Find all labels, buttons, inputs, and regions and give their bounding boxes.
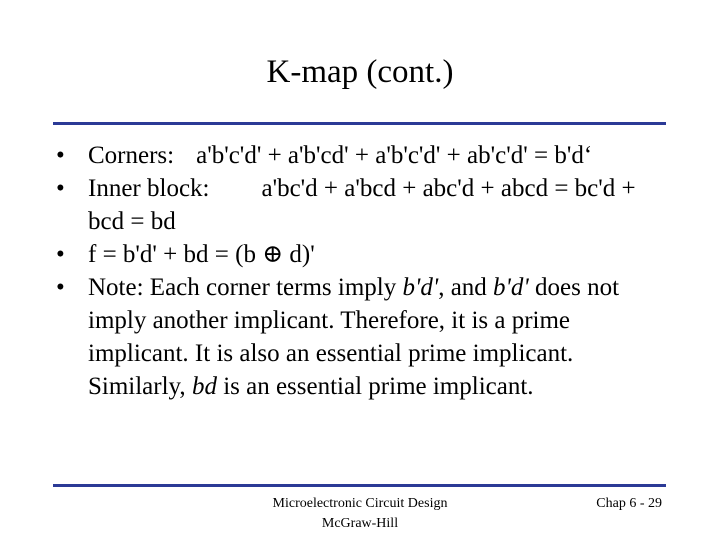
bullet-inner-label: Inner block: xyxy=(88,175,210,202)
bullet-corners-text: a'b'c'd' + a'b'cd' + a'b'c'd' + ab'c'd' = b'd‘ xyxy=(196,142,593,169)
note-term-2: b'd' xyxy=(493,274,529,301)
bullet-inner-text: a'bc'd + a'bcd + abc'd + abcd = bc'd + bcd = bd xyxy=(88,175,636,235)
note-tail: is an essential prime implicant. xyxy=(216,373,534,400)
note-mid-1: , and xyxy=(438,274,494,301)
page-number: Chap 6 - 29 xyxy=(596,496,662,511)
footer-publisher: McGraw-Hill xyxy=(321,516,399,531)
note-mid-2: does not imply another implicant. Therefore, it is a prime implicant. It is also an essential prime implicant. Similarly, xyxy=(88,274,620,400)
bullet-note xyxy=(54,271,664,403)
bullet-function xyxy=(54,238,664,271)
footer-course xyxy=(245,494,475,534)
title-divider xyxy=(53,122,666,125)
note-term-3: bd xyxy=(191,373,217,400)
bullet-list xyxy=(54,139,664,403)
bullet-inner-block xyxy=(54,172,664,238)
footer-divider xyxy=(53,484,666,487)
bullet-dot-icon: • xyxy=(56,175,65,202)
footer-course-title: Microelectronic Circuit Design xyxy=(272,496,448,511)
bullet-corners xyxy=(54,139,664,172)
bullet-dot-icon: • xyxy=(56,142,65,169)
bullet-dot-icon: • xyxy=(56,241,65,268)
note-term-1: b'd' xyxy=(402,274,439,301)
bullet-dot-icon: • xyxy=(56,274,65,301)
bullet-corners-label: Corners: xyxy=(88,142,175,169)
bullet-function-text: f = b'd' + bd = (b ⊕ d)' xyxy=(88,241,315,268)
note-lead: Note: Each corner terms imply xyxy=(88,274,403,301)
slide-title: K-map (cont.) xyxy=(266,54,454,90)
